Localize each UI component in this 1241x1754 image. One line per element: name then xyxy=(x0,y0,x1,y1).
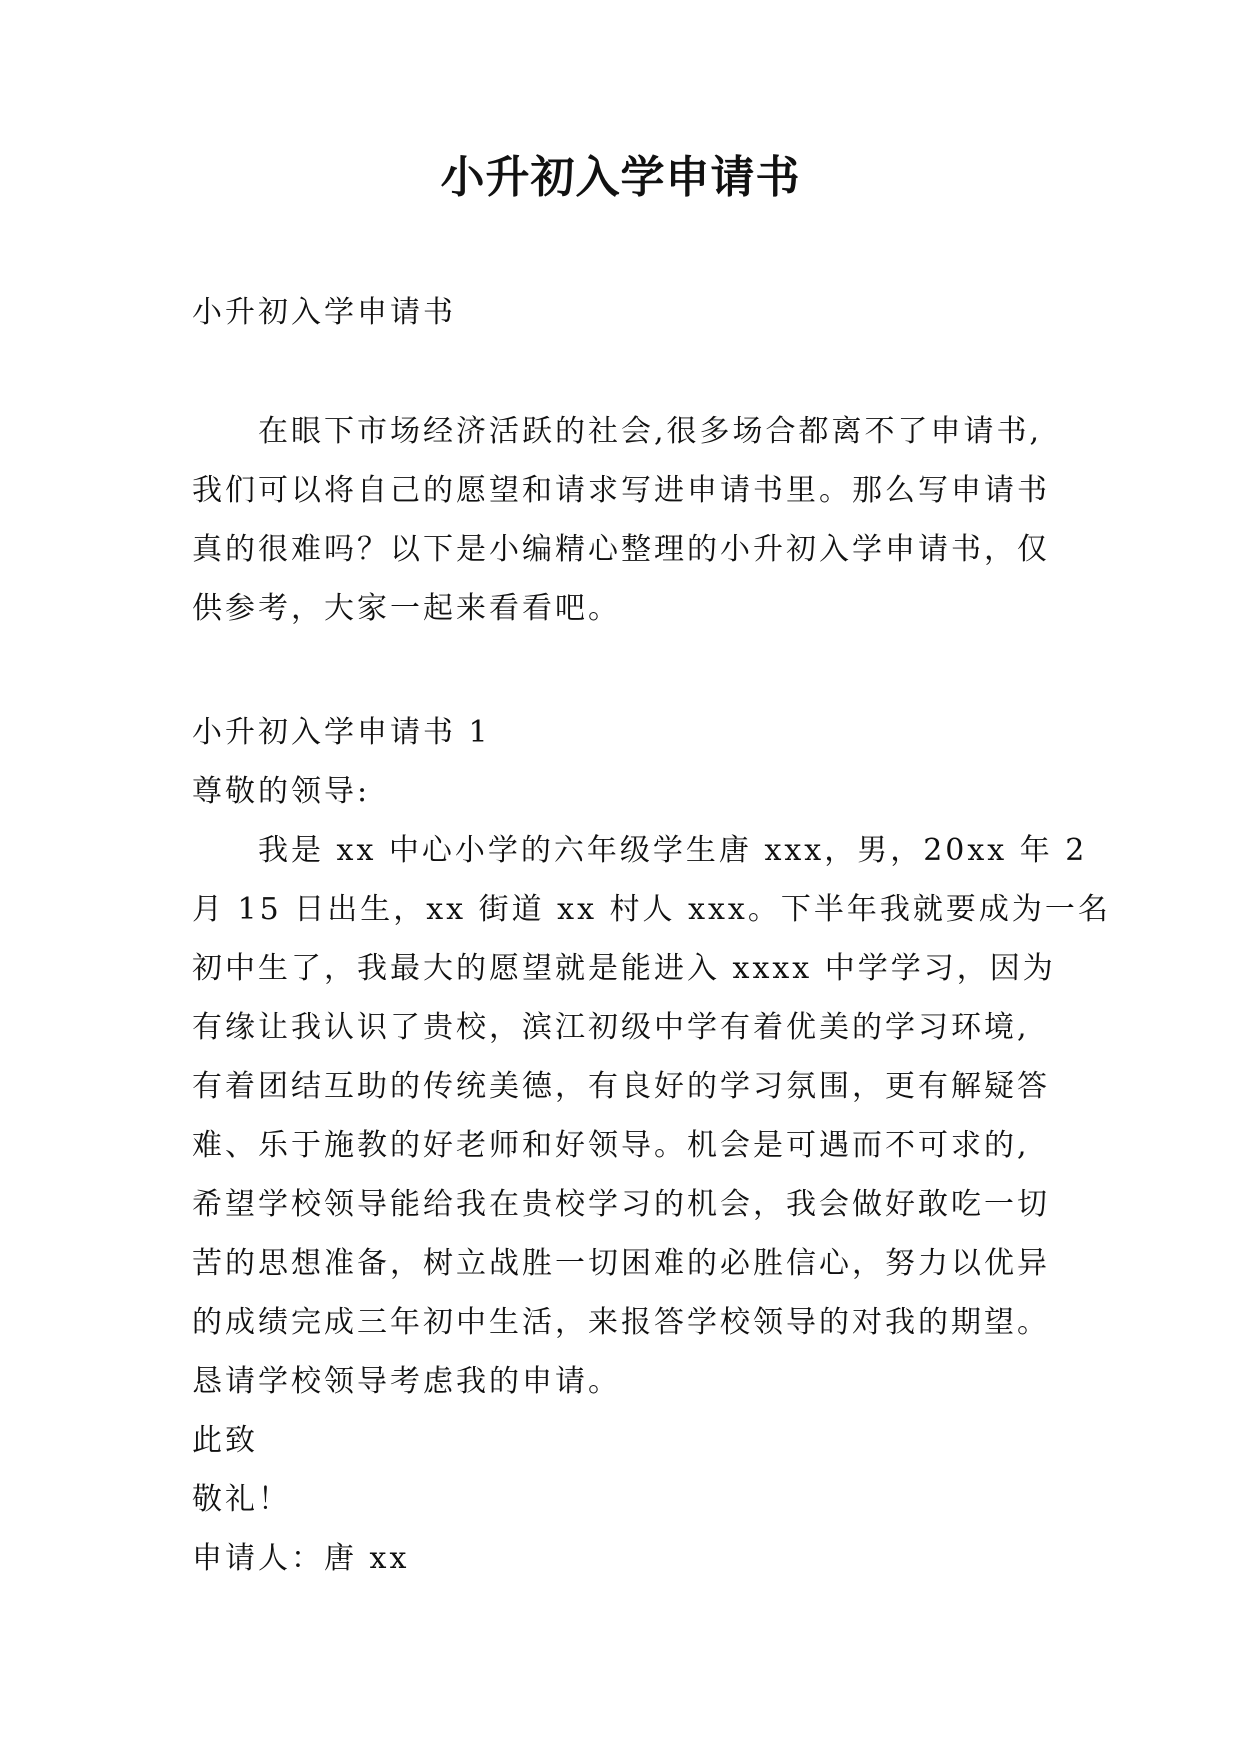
body-line: 希望学校领导能给我在贵校学习的机会，我会做好敢吃一切 xyxy=(192,1187,1050,1222)
intro-line: 供参考，大家一起来看看吧。 xyxy=(192,591,621,626)
body-line: 难、乐于施教的好老师和好领导。机会是可遇而不可求的, xyxy=(192,1128,1030,1163)
closing-line-1: 此致 xyxy=(192,1423,258,1458)
document-title: 小升初入学申请书 xyxy=(440,152,801,203)
spacer xyxy=(192,342,1062,402)
spacer xyxy=(192,638,1062,703)
body-line: 的成绩完成三年初中生活，来报答学校领导的对我的期望。 xyxy=(192,1305,1050,1340)
body-line: 恳请学校领导考虑我的申请。 xyxy=(192,1364,621,1399)
intro-line: 我们可以将自己的愿望和请求写进申请书里。那么写申请书 xyxy=(192,473,1050,508)
body-line: 苦的思想准备，树立战胜一切困难的必胜信心，努力以优异 xyxy=(192,1246,1050,1281)
intro-line: 在眼下市场经济活跃的社会,很多场合都离不了申请书, xyxy=(258,414,1043,449)
salutation: 尊敬的领导: xyxy=(192,774,371,809)
body-line: 初中生了，我最大的愿望就是能进入 xxxx 中学学习，因为 xyxy=(192,951,1056,986)
intro-paragraph xyxy=(192,402,1062,638)
body-line: 月 15 日出生，xx 街道 xx 村人 xxx。下半年我就要成为一名 xyxy=(192,892,1111,927)
closing-line-2: 敬礼！ xyxy=(192,1482,291,1517)
document-subtitle: 小升初入学申请书 xyxy=(192,295,456,330)
body-line: 有缘让我认识了贵校，滨江初级中学有着优美的学习环境, xyxy=(192,1010,1030,1045)
body-line: 有着团结互助的传统美德，有良好的学习氛围，更有解疑答 xyxy=(192,1069,1050,1104)
letter-body-paragraph xyxy=(192,821,1111,1411)
signature: 申请人：唐 xx xyxy=(192,1541,410,1576)
document-body xyxy=(192,283,1111,1588)
section-heading: 小升初入学申请书 1 xyxy=(192,715,491,750)
body-line: 我是 xx 中心小学的六年级学生唐 xxx，男，20xx 年 2 xyxy=(258,833,1088,868)
intro-line: 真的很难吗？以下是小编精心整理的小升初入学申请书，仅 xyxy=(192,532,1050,567)
